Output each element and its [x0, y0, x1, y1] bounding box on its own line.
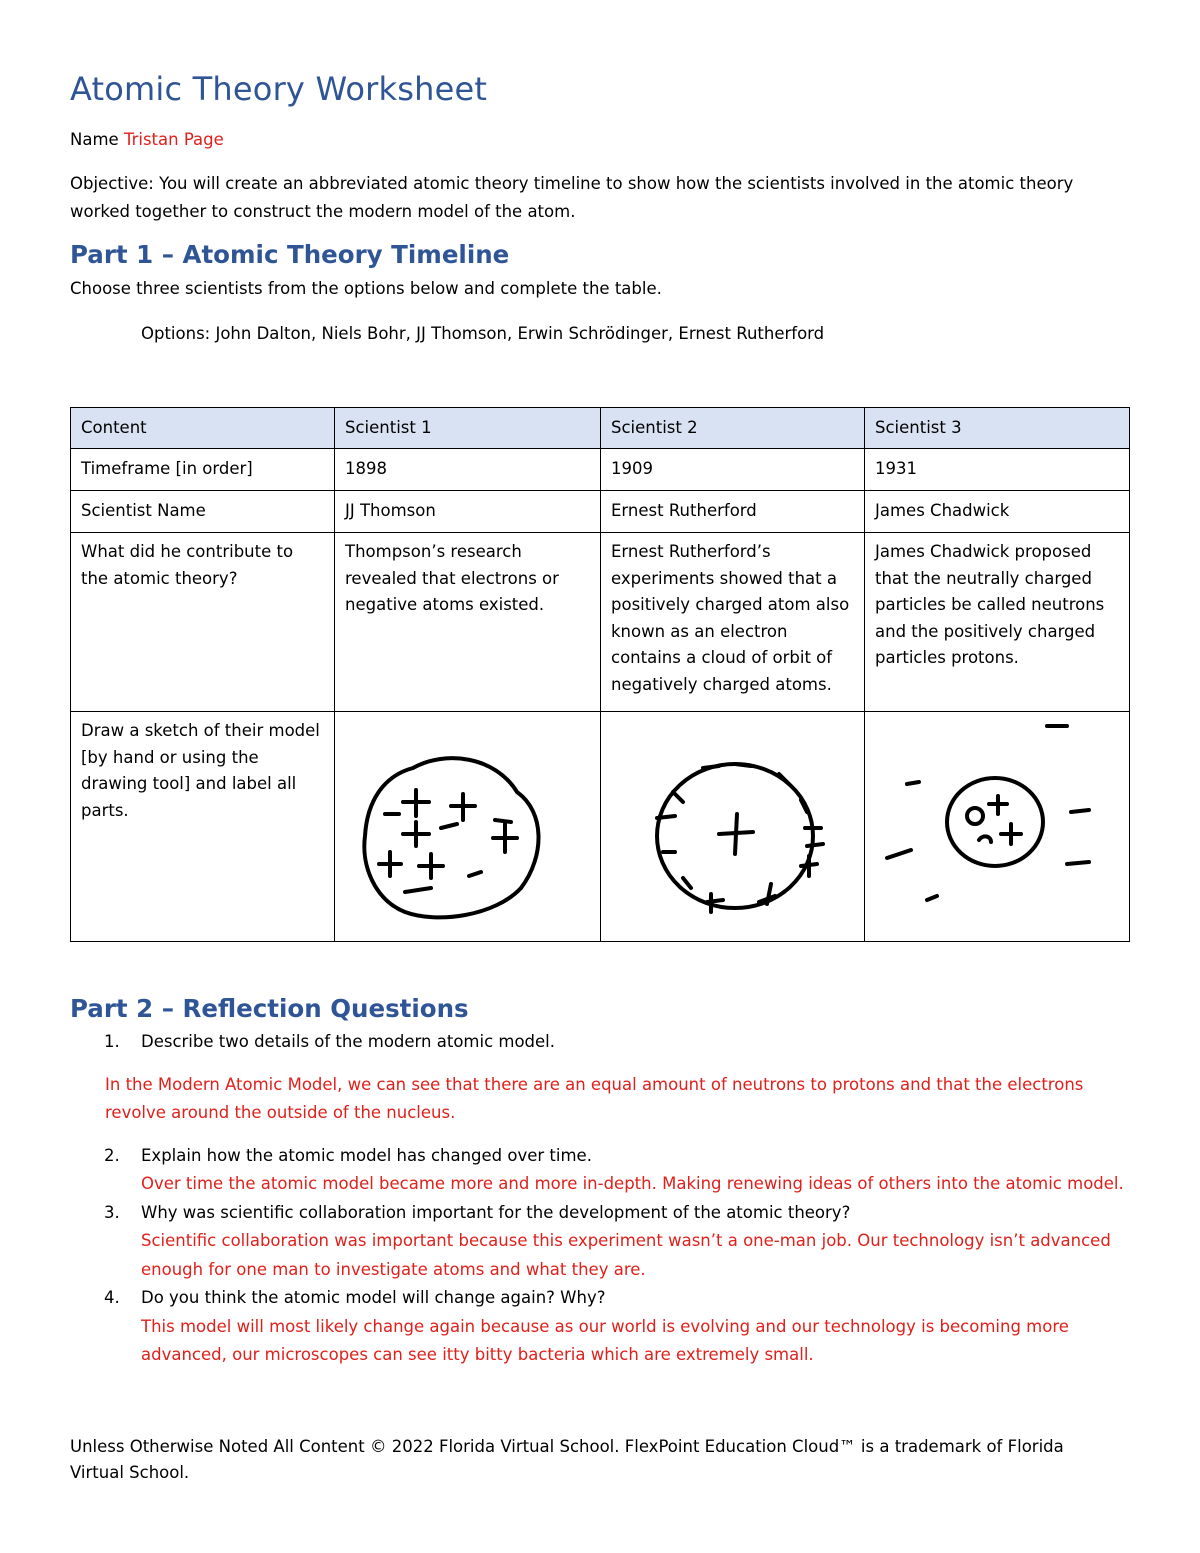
answer-text: Over time the atomic model became more and more in-depth. Making renewing ideas of others into the atomic model.	[141, 1174, 1124, 1193]
question-item	[70, 1199, 1130, 1285]
question-text: Why was scientific collaboration important for the development of the atomic theory?	[141, 1202, 851, 1222]
plus-sign	[419, 854, 443, 878]
timeline-table	[70, 407, 1130, 942]
proton-plus	[989, 796, 1007, 814]
electron-mark	[707, 894, 723, 912]
row-label: Scientist Name	[71, 491, 335, 533]
table-cell: 1931	[865, 449, 1130, 491]
part1-instruction: Choose three scientists from the options below and complete the table.	[70, 279, 662, 298]
neutron-mark	[967, 808, 983, 824]
plum-pudding-sketch	[345, 716, 589, 936]
atom-outline	[947, 778, 1043, 866]
electron-mark	[779, 774, 807, 812]
electron-mark	[887, 850, 911, 858]
question-text: Do you think the atomic model will change again? Why?	[141, 1288, 606, 1307]
row-label: Draw a sketch of their model [by hand or using the drawing tool] and label all parts.	[71, 712, 335, 942]
objective	[70, 170, 1110, 226]
electron-mark	[1067, 862, 1089, 864]
answer-text: This model will most likely change again because as our world is evolving and our technology is becoming more advanced, our microscopes can see itty bitty bacteria which are extremely small.	[141, 1316, 1069, 1364]
student-name: Tristan Page	[123, 130, 224, 149]
objective-label: Objective:	[70, 174, 154, 193]
plus-sign	[403, 822, 429, 846]
row-label: What did he contribute to the atomic theory?	[71, 533, 335, 712]
copyright-footer: Unless Otherwise Noted All Content © 2022 Florida Virtual School. FlexPoint Education Cloud™ is a trademark of Florida Virtual School.	[70, 1437, 1064, 1482]
neutron-mark	[979, 836, 991, 842]
question-number: 1.	[104, 1032, 120, 1051]
page-title: Atomic Theory Worksheet	[70, 70, 488, 108]
objective-text: You will create an abbreviated atomic theory timeline to show how the scientists involved in the atomic theory worked together to construct the modern model of the atom.	[70, 174, 1074, 221]
question-item	[70, 1028, 1130, 1128]
answer-text: In the Modern Atomic Model, we can see that there are an equal amount of neutrons to protons and that the electrons revolve around the outside of the nucleus.	[105, 1074, 1084, 1122]
table-cell: 1898	[335, 449, 601, 491]
name-label: Name	[70, 130, 119, 149]
electron-mark	[1071, 810, 1089, 812]
chadwick-model-sketch	[875, 716, 1119, 936]
table-cell: Thompson’s research revealed that electrons or negative atoms existed.	[335, 533, 601, 712]
part2-heading: Part 2 – Reflection Questions	[70, 994, 469, 1023]
question-number: 2.	[104, 1145, 120, 1165]
header-cell: Scientist 1	[335, 408, 601, 449]
minus-sign	[469, 872, 481, 876]
minus-sign	[405, 888, 431, 892]
question-number: 3.	[104, 1202, 120, 1222]
table-cell: 1909	[601, 449, 865, 491]
plus-sign	[379, 852, 401, 876]
reflection-questions	[70, 1028, 1130, 1370]
table-cell: JJ Thomson	[335, 491, 601, 533]
nucleus-plus	[719, 814, 753, 854]
table-row	[71, 449, 1130, 491]
minus-sign	[495, 820, 511, 822]
header-cell: Scientist 3	[865, 408, 1130, 449]
question-item	[70, 1284, 1130, 1370]
sketch-cell-chadwick	[865, 712, 1130, 942]
question-text: Explain how the atomic model has changed over time.	[141, 1145, 592, 1165]
table-cell: Ernest Rutherford	[601, 491, 865, 533]
header-cell: Scientist 2	[601, 408, 865, 449]
table-row	[71, 491, 1130, 533]
plus-sign	[403, 790, 429, 816]
table-row	[71, 712, 1130, 942]
question-number: 4.	[104, 1288, 120, 1307]
name-line	[70, 126, 224, 154]
plus-sign	[493, 824, 517, 852]
nuclear-model-sketch	[611, 716, 855, 936]
part1-heading: Part 1 – Atomic Theory Timeline	[70, 240, 510, 269]
answer-text: Scientific collaboration was important because this experiment wasn’t a one-man job. Our technology isn’t advanced enough for one man to investigate atoms and what they are.	[141, 1231, 1111, 1279]
sketch-cell-thomson	[335, 712, 601, 942]
electron-mark	[907, 782, 919, 784]
question-text: Describe two details of the modern atomic model.	[141, 1032, 556, 1051]
minus-sign	[441, 824, 457, 828]
plus-sign	[451, 794, 475, 820]
table-cell: James Chadwick proposed that the neutrally charged particles be called neutrons and the positively charged particles protons.	[865, 533, 1130, 712]
scientist-options: Options: John Dalton, Niels Bohr, JJ Thomson, Erwin Schrödinger, Ernest Rutherford	[141, 324, 825, 343]
header-cell: Content	[71, 408, 335, 449]
table-header-row	[71, 408, 1130, 449]
table-row	[71, 533, 1130, 712]
row-label: Timeframe [in order]	[71, 449, 335, 491]
question-item	[70, 1142, 1130, 1199]
table-cell: Ernest Rutherford’s experiments showed that a positively charged atom also known as an electron contains a cloud of orbit of negatively charged atoms.	[601, 533, 865, 712]
proton-plus	[1001, 824, 1021, 844]
electron-mark	[927, 896, 937, 900]
table-cell: James Chadwick	[865, 491, 1130, 533]
sketch-cell-rutherford	[601, 712, 865, 942]
